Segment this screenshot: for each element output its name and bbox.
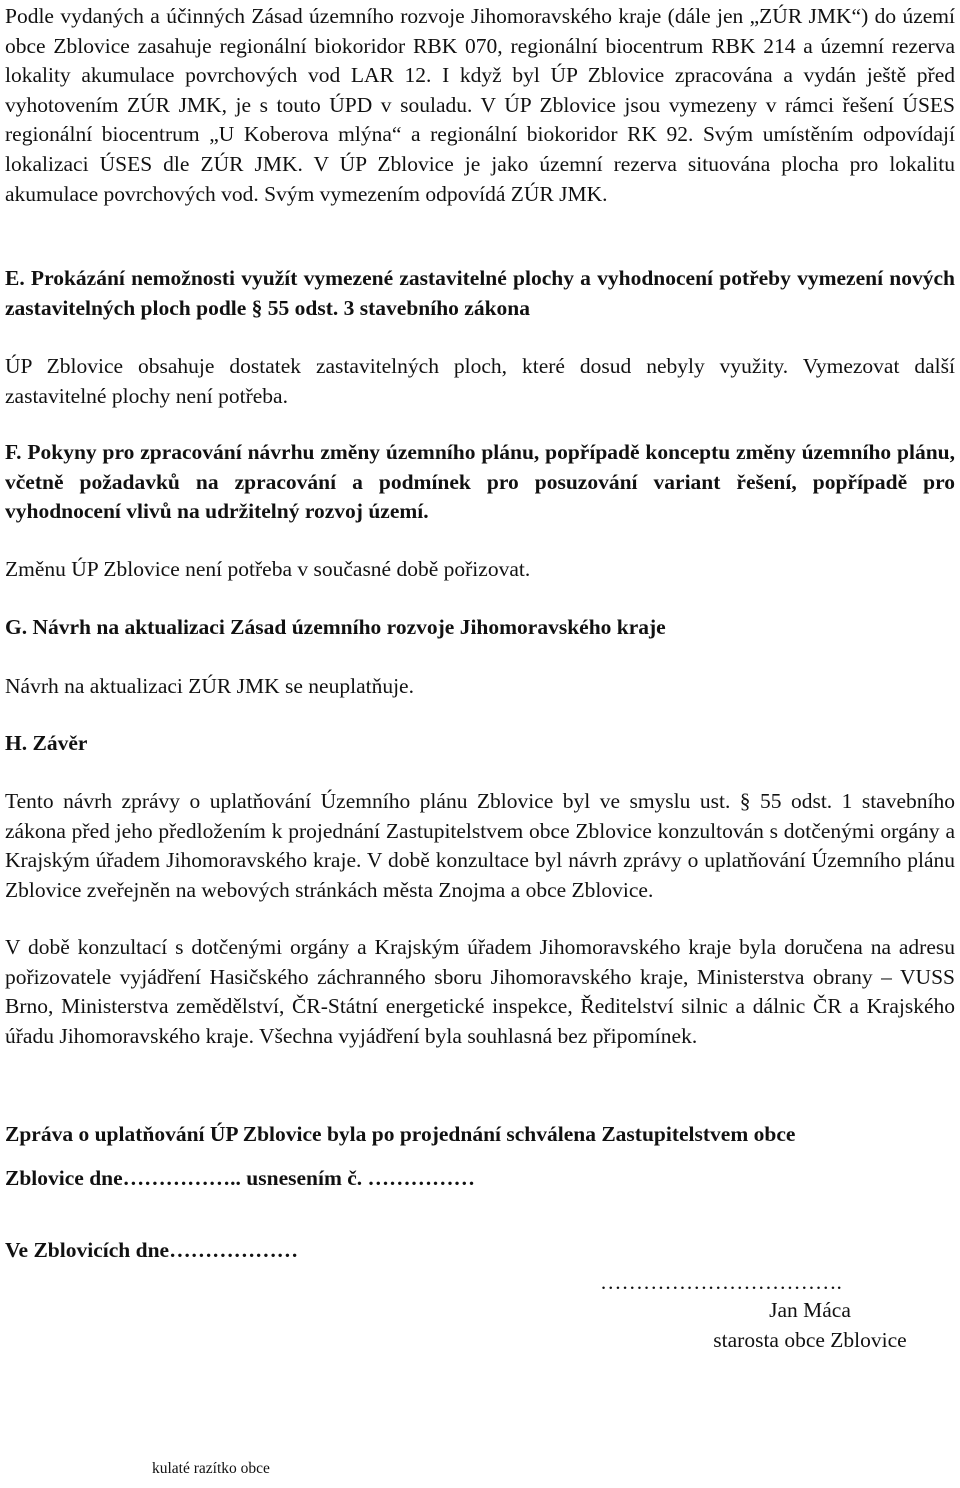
signatory-name: Jan Máca: [769, 1298, 851, 1322]
section-h-text-2: V době konzultací s dotčenými orgány a Krajským úřadem Jihomoravského kraje byla doručena na adresu pořizovatele vyjádření Hasičského záchranného sboru Jihomoravského kraje, Ministerstva obrany – VUSS Brno, Ministerstva zemědělství, ČR-Státní energetické inspekce, Ředitelství silnic a dálnic ČR a Krajského úřadu Jihomoravského kraje. Všechna vyjádření byla souhlasná bez připomínek.: [5, 935, 955, 1048]
intro-paragraph: Podle vydaných a účinných Zásad územního rozvoje Jihomoravského kraje (dále jen „ZÚR JMK“) do území obce Zblovice zasahuje regionální biokoridor RBK 070, regionální biocentrum RBK 214 a územní rezerva lokality akumulace povrchových vod LAR 12. I když byl ÚP Zblovice zpracována a vydán ještě před vyhotovením ZÚR JMK, je s touto ÚPD v souladu. V ÚP Zblovice jsou vymezeny v rámci řešení ÚSES regionální biocentrum „U Koberova mlýna“ a regionální biokoridor RK 92. Svým umístěním odpovídají lokalizaci ÚSES dle ZÚR JMK. V ÚP Zblovice je jako územní rezerva situována plocha pro lokalitu akumulace povrchových vod. Svým vymezením odpovídá ZÚR JMK.: [5, 4, 955, 206]
section-h-text-1: Tento návrh zprávy o uplatňování Územního plánu Zblovice byl ve smyslu ust. § 55 odst. 1 stavebního zákona před jeho předložením k projednání Zastupitelstvem obce Zblovice konzultován s dotčenými orgány a Krajským úřadem Jihomoravského kraje. V době konzultace byl návrh zprávy o uplatňování Územního plánu Zblovice zveřejněn na webových stránkách města Znojma a obce Zblovice.: [5, 789, 955, 902]
section-e-heading: E. Prokázání nemožnosti využít vymezené zastavitelné plochy a vyhodnocení potřeby vymezení nových zastavitelných ploch podle § 55 odst. 3 stavebního zákona: [5, 266, 955, 320]
section-f-text: Změnu ÚP Zblovice není potřeba v současné době pořizovat.: [5, 557, 531, 581]
stamp-note: kulaté razítko obce: [152, 1460, 270, 1477]
section-g-text: Návrh na aktualizaci ZÚR JMK se neuplatňuje.: [5, 674, 414, 698]
signature-dots: …………………………….: [600, 1270, 842, 1294]
section-f-heading: F. Pokyny pro zpracování návrhu změny územního plánu, popřípadě konceptu změny územního plánu, včetně požadavků na zpracování a podmínek pro posuzování variant řešení, popřípadě pro vyhodnocení vlivů na udržitelný rozvoj území.: [5, 440, 955, 524]
section-h-heading: H. Závěr: [5, 731, 88, 755]
approval-line-1: Zpráva o uplatňování ÚP Zblovice byla po projednání schválena Zastupitelstvem obce: [5, 1122, 796, 1146]
signatory-role: starosta obce Zblovice: [713, 1328, 907, 1352]
place-date-line: Ve Zblovicích dne………………: [5, 1238, 299, 1262]
approval-line-2: Zblovice dne…………….. usnesením č. ……………: [5, 1166, 476, 1190]
section-e-text: ÚP Zblovice obsahuje dostatek zastavitelných ploch, které dosud nebyly využity. Vymezovat další zastavitelné plochy není potřeba.: [5, 354, 955, 408]
section-g-heading: G. Návrh na aktualizaci Zásad územního rozvoje Jihomoravského kraje: [5, 615, 666, 639]
